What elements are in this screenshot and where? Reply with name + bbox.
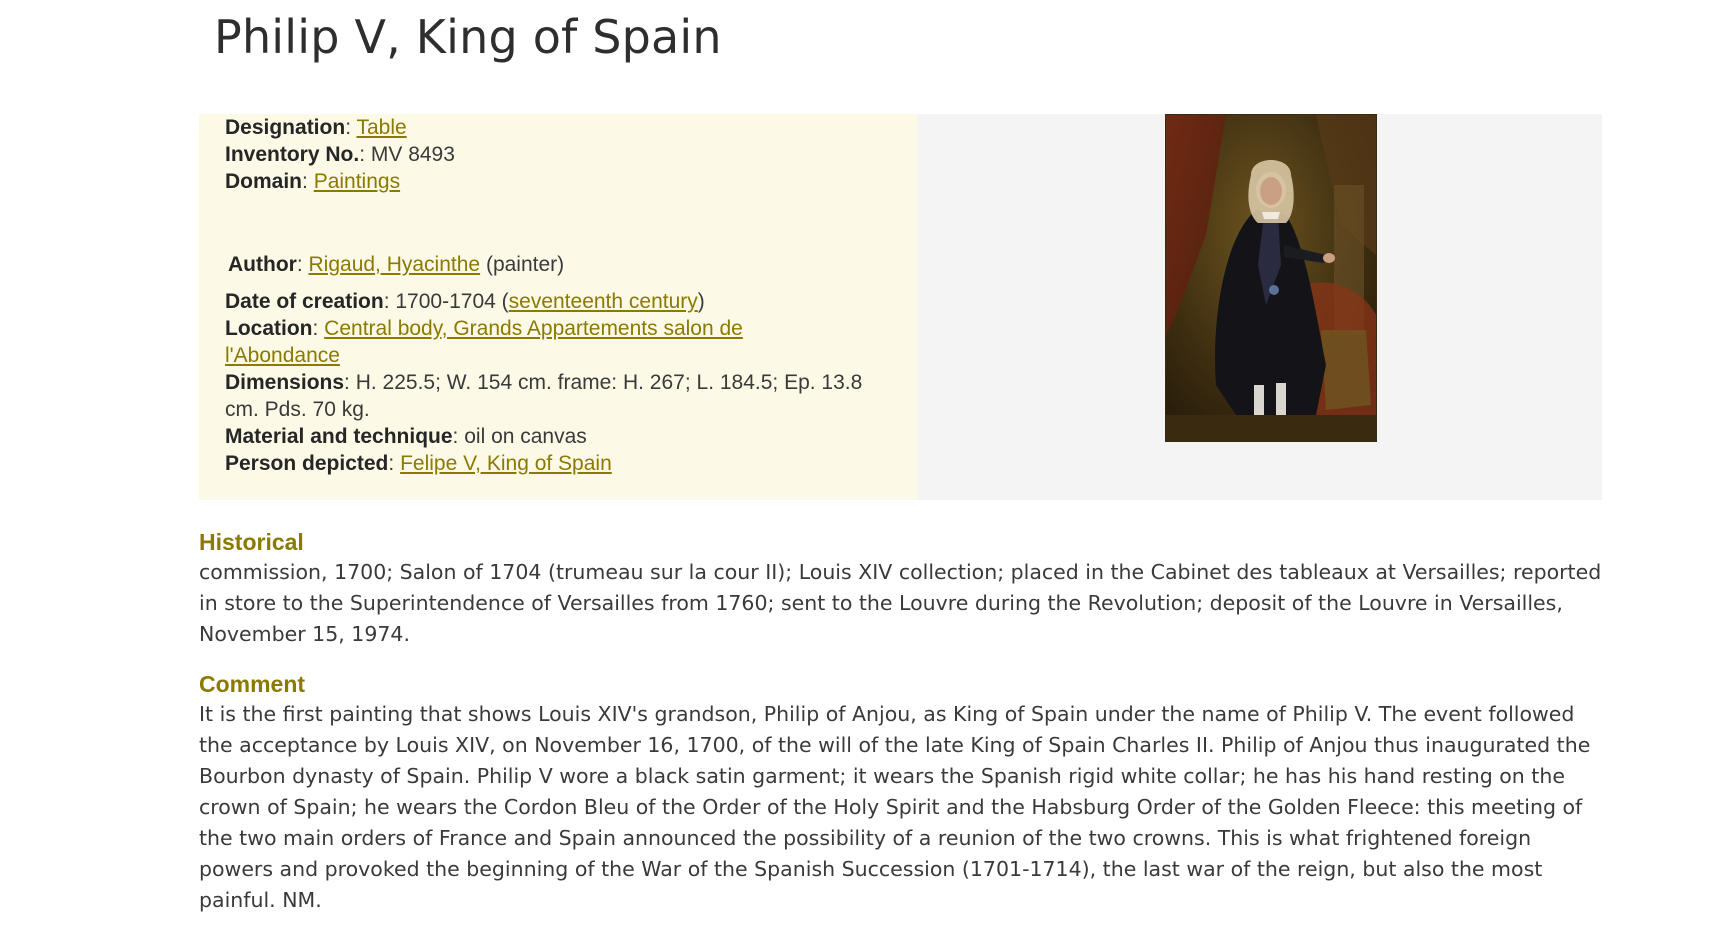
location-link[interactable]: Central body, Grands Appartements salon de l'Abondance	[225, 317, 743, 367]
page-title: Philip V, King of Spain	[214, 10, 722, 64]
date-row: Date of creation: 1700-1704 (seventeenth century)	[225, 290, 705, 313]
comment-section	[199, 669, 1609, 916]
century-link[interactable]: seventeenth century	[508, 290, 698, 313]
inventory-value: MV 8493	[370, 143, 455, 166]
material-label: Material and technique	[225, 425, 453, 448]
historical-heading: Historical	[199, 529, 304, 555]
author-role: (painter)	[485, 253, 565, 276]
comment-heading: Comment	[199, 671, 306, 697]
domain-link[interactable]: Paintings	[313, 170, 401, 193]
material-value: oil on canvas	[464, 425, 587, 448]
designation-label: Designation	[225, 116, 346, 139]
artwork-image[interactable]	[1165, 114, 1377, 442]
inventory-row: Inventory No.: MV 8493	[225, 143, 455, 166]
author-label: Author	[228, 253, 297, 276]
dimensions-value: H. 225.5; W. 154 cm. frame: H. 267; L. 184.5; Ep. 13.8 cm. Pds. 70 kg.	[225, 371, 863, 421]
person-row: Person depicted: Felipe V, King of Spain	[225, 452, 612, 475]
designation-row: Designation: Table	[225, 116, 407, 139]
dimensions-label: Dimensions	[225, 371, 345, 394]
person-link[interactable]: Felipe V, King of Spain	[400, 452, 612, 475]
domain-row: Domain: Paintings	[225, 170, 401, 193]
artwork-image-panel	[917, 114, 1602, 500]
material-row: Material and technique: oil on canvas	[225, 425, 587, 448]
dimensions-row: Dimensions: H. 225.5; W. 154 cm. frame: H. 267; L. 184.5; Ep. 13.8 cm. Pds. 70 kg.	[225, 371, 863, 421]
date-label: Date of creation	[225, 290, 384, 313]
person-label: Person depicted	[225, 452, 389, 475]
date-value: 1700-1704	[395, 290, 496, 313]
author-link[interactable]: Rigaud, Hyacinthe	[308, 253, 481, 276]
author-row: Author: Rigaud, Hyacinthe (painter)	[228, 253, 565, 276]
comment-text: It is the first painting that shows Louis XIV's grandson, Philip of Anjou, as King of Spain under the name of Philip V. The event followed the acceptance by Louis XIV, on November 16, 1700, of the will of the late King of Spain Charles II. Philip of Anjou thus inaugurated the Bourbon dynasty of Spain. Philip V wore a black satin garment; it wears the Spanish rigid white collar; he has his hand resting on the crown of Spain; he wears the Cordon Bleu of the Order of the Holy Spirit and the Habsburg Order of the Golden Fleece: this meeting of the two main orders of France and Spain announced the possibility of a reunion of the two crowns. This is what frightened foreign powers and provoked the beginning of the War of the Spanish Succession (1701-1714), the last war of the reign, but also the most painful. NM.	[199, 702, 1591, 912]
inventory-label: Inventory No.	[225, 143, 360, 166]
location-label: Location	[225, 317, 313, 340]
historical-text: commission, 1700; Salon of 1704 (trumeau sur la cour II); Louis XIV collection; placed in the Cabinet des tableaux at Versailles; reported in store to the Superintendence of Versailles from 1760; sent to the Louvre during the Revolution; deposit of the Louvre in Versailles, November 15, 1974.	[199, 560, 1602, 646]
designation-link[interactable]: Table	[356, 116, 407, 139]
artwork-fields	[225, 114, 905, 477]
domain-label: Domain	[225, 170, 303, 193]
location-row: Location: Central body, Grands Appartements salon de l'Abondance	[225, 317, 743, 367]
historical-section	[199, 527, 1609, 650]
artwork-info-panel	[199, 114, 917, 500]
